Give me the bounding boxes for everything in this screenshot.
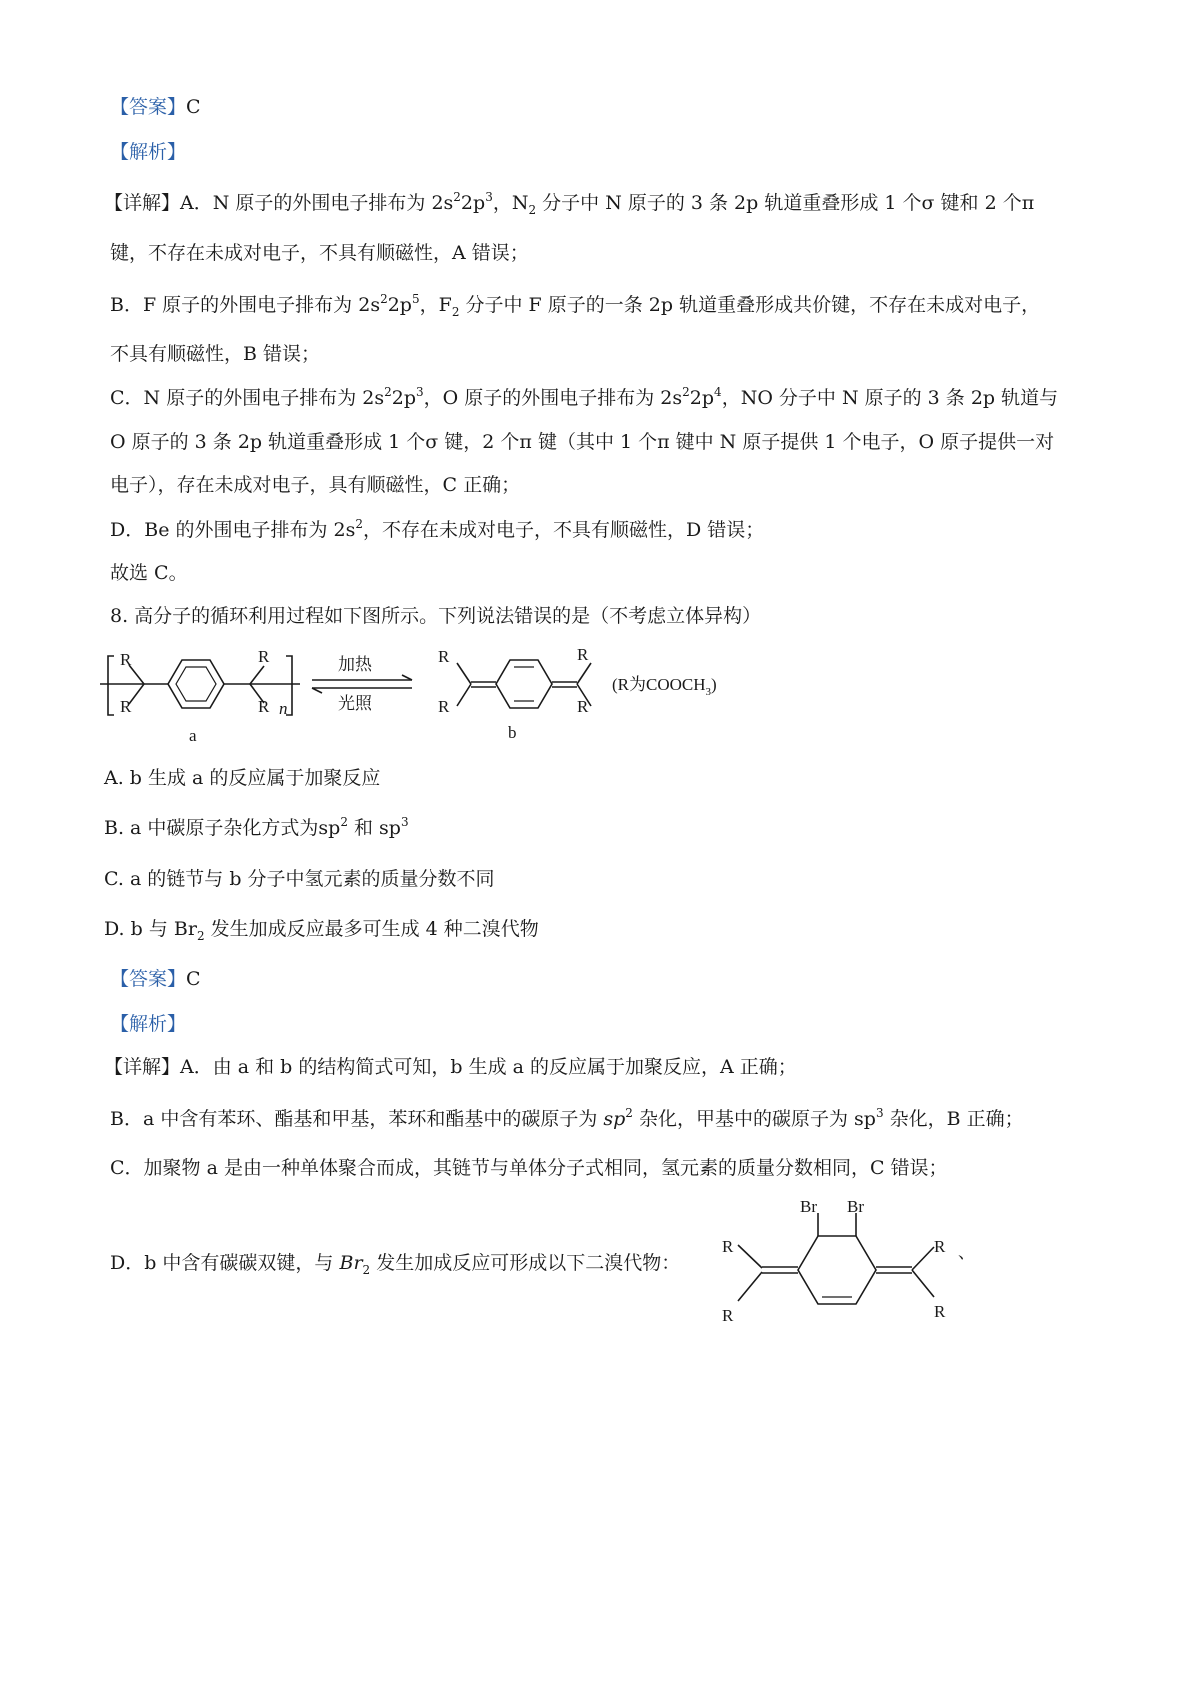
q8-option-D: D. b 与 $Br_2$ 发生加成反应最多可生成 4 种二溴代物 <box>104 918 539 943</box>
arrow-forward-label: 加热 <box>338 655 372 674</box>
dibromide-Br: Br <box>800 1197 817 1216</box>
q8-option-C: C. a 的链节与 b 分子中氢元素的质量分数不同 <box>104 868 495 890</box>
q7-detail-C-line1: C．N 原子的外围电子排布为 $2s^22p^3$，O 原子的外围电子排布为 $2s^22p^4$，NO 分子中 N 原子的 3 条 2p 轨道与 <box>110 385 1059 409</box>
list-separator: 、 <box>958 1243 975 1262</box>
q8-stem: 8. 高分子的循环利用过程如下图所示。下列说法错误的是（不考虑立体异构） <box>110 605 762 627</box>
answer-value: C <box>186 968 201 990</box>
scheme-n: n <box>279 699 288 718</box>
arrow-backward-label: 光照 <box>338 694 372 713</box>
q7-detail-C-line2: O 原子的 3 条 2p 轨道重叠形成 1 个σ 键，2 个π 键（其中 1 个π 键中 N 原子提供 1 个电子，O 原子提供一对 <box>110 431 1055 453</box>
dibromide-R: R <box>722 1237 734 1256</box>
scheme-R: R <box>577 645 589 664</box>
q7-analysis-tag: 【解析】 <box>110 141 187 163</box>
scheme-R: R <box>438 697 450 716</box>
scheme-R: R <box>438 647 450 666</box>
dibromide-R: R <box>722 1306 734 1325</box>
q7-answer <box>110 94 201 120</box>
reaction-scheme <box>100 640 800 755</box>
dibromide-structure <box>720 1195 980 1330</box>
scheme-note: (R为$COOCH_3$) <box>612 675 717 698</box>
q7-detail-D: D．Be 的外围电子排布为 $2s^2$，不存在未成对电子，不具有顺磁性，D 错误； <box>110 517 765 541</box>
q8-detail-C: C．加聚物 a 是由一种单体聚合而成，其链节与单体分子式相同，氢元素的质量分数相同，C 错误； <box>110 1157 948 1179</box>
scheme-R: R <box>258 647 270 666</box>
dibromide-Br: Br <box>847 1197 864 1216</box>
q8-option-A: A. b 生成 a 的反应属于加聚反应 <box>104 767 381 789</box>
scheme-R: R <box>120 697 132 716</box>
label-a: a <box>189 726 197 745</box>
q7-conclusion: 故选 C。 <box>110 562 188 584</box>
scheme-R: R <box>120 650 132 669</box>
q8-option-B: B. a 中碳原子杂化方式为$sp^2$ 和 $sp^3$ <box>104 815 409 839</box>
answer-value: C <box>186 96 201 118</box>
q7-detail-A-line2: 键，不存在未成对电子，不具有顺磁性，A 错误； <box>110 242 529 264</box>
detail-tag: 【详解】 <box>104 1056 181 1078</box>
q8-detail-D: D．b 中含有碳碳双键，与 $Br_2$ 发生加成反应可形成以下二溴代物： <box>110 1252 681 1277</box>
label-b: b <box>508 723 517 742</box>
answer-tag: 【答案】 <box>110 968 187 990</box>
q8-analysis-tag: 【解析】 <box>110 1013 187 1035</box>
dibromide-R: R <box>934 1302 946 1321</box>
dibromide-R: R <box>934 1237 946 1256</box>
detail-tag: 【详解】 <box>104 192 181 214</box>
q8-detail-B: B．a 中含有苯环、酯基和甲基，苯环和酯基中的碳原子为 $sp^2$ 杂化，甲基中的碳原子为 $sp^3$ 杂化，B 正确； <box>110 1106 1024 1130</box>
scheme-R: R <box>577 697 589 716</box>
q8-answer <box>110 966 201 992</box>
q7-detail-B-line1: B．F 原子的外围电子排布为 $2s^22p^5$，$F_2$ 分子中 F 原子的一条 2p 轨道重叠形成共价键，不存在未成对电子， <box>110 292 1041 319</box>
q7-detail-A-line1: 【详解】A．N 原子的外围电子排布为 $2s^22p^3$，$N_2$ 分子中 N 原子的 3 条 2p 轨道重叠形成 1 个σ 键和 2 个π <box>104 190 1035 217</box>
q8-detail-A: 【详解】A．由 a 和 b 的结构简式可知，b 生成 a 的反应属于加聚反应，A 正确； <box>104 1056 797 1078</box>
q7-detail-B-line2: 不具有顺磁性，B 错误； <box>110 343 321 365</box>
scheme-R: R <box>258 697 270 716</box>
q7-detail-C-line3: 电子），存在未成对电子，具有顺磁性，C 正确； <box>110 474 521 496</box>
answer-tag: 【答案】 <box>110 96 187 118</box>
